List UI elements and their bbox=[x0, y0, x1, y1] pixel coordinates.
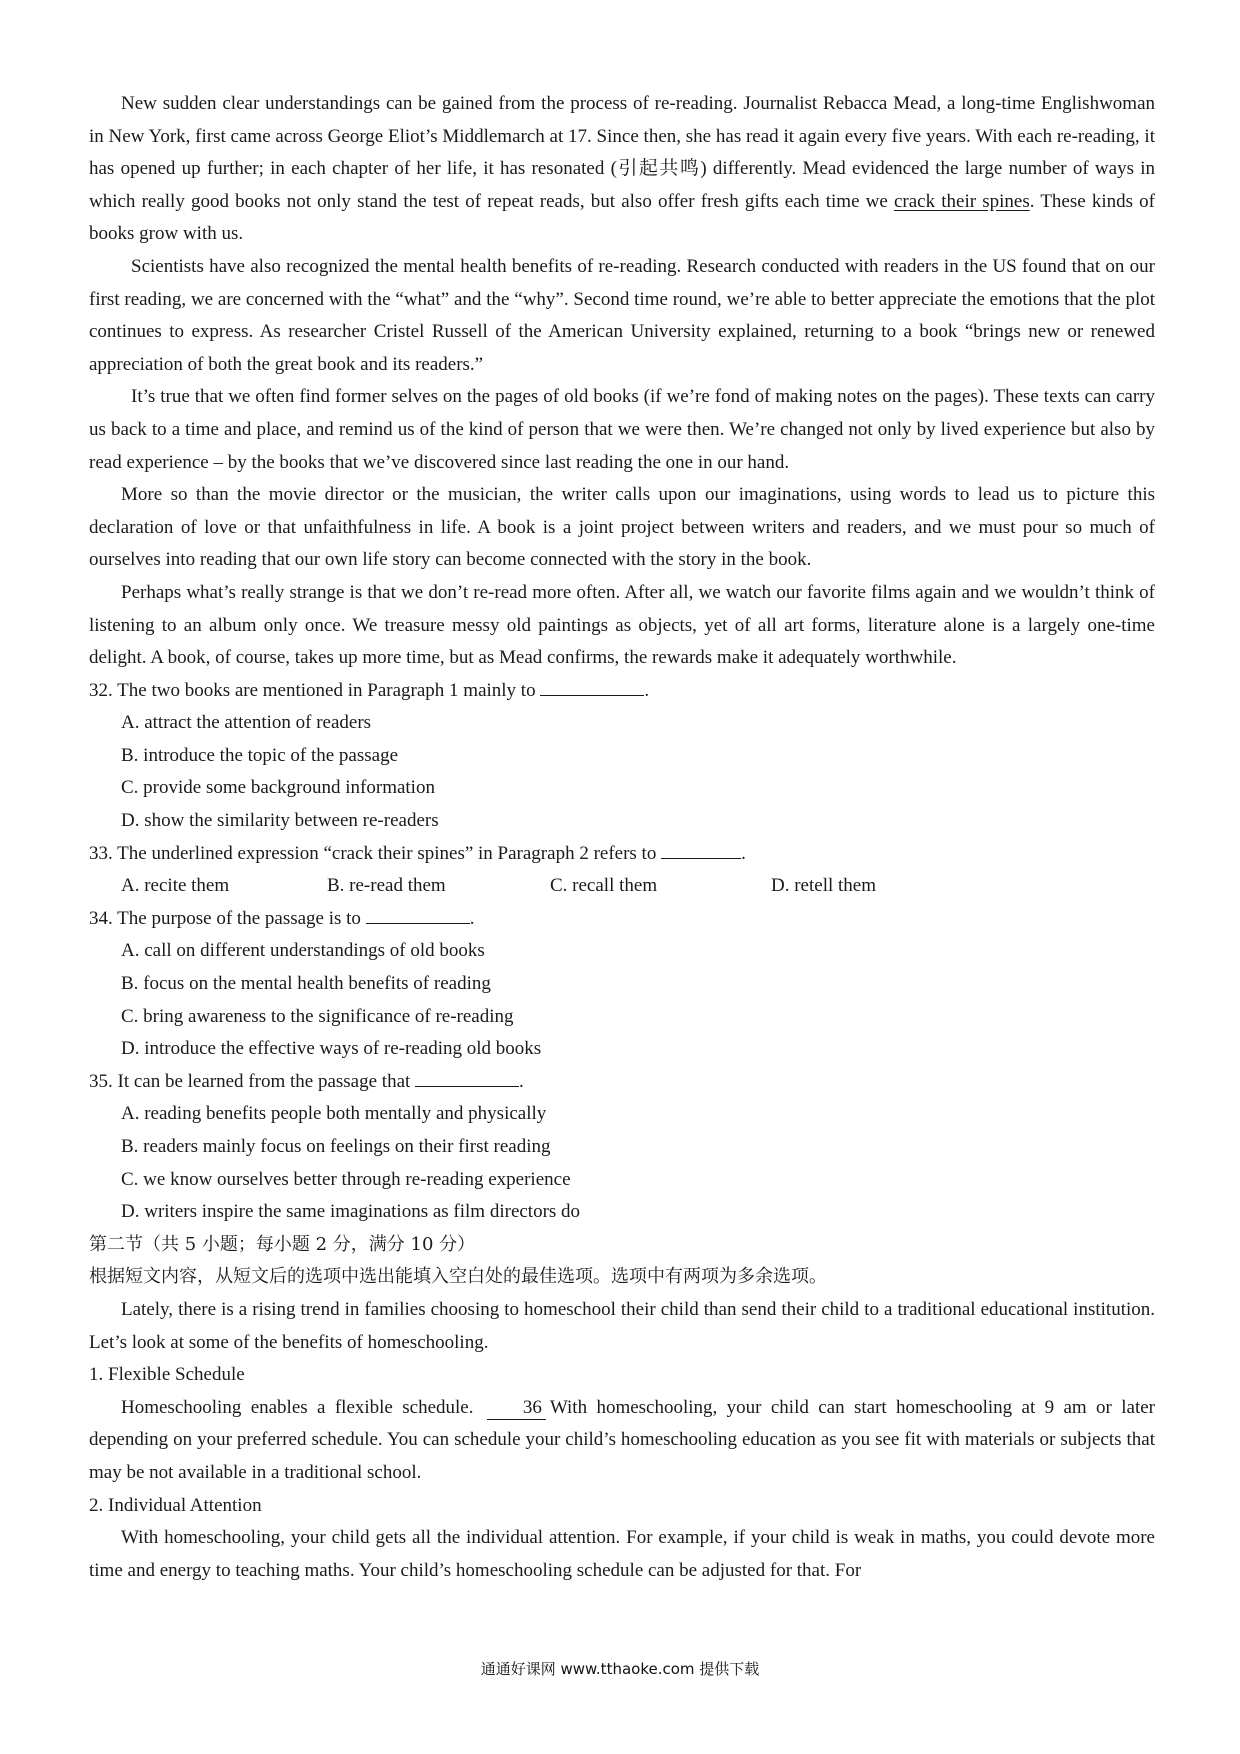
paragraph-1-text: New sudden clear understandings can be gained from the process of re-reading. Journalist Rebacca Mead, a long-time Englishwoman in New York, first came across George Eliot’s Middlemarch at 17. Since then, she has read it again every five years. With each re-reading, it has opened up further; in each chapter of her life, it has resonated (引起共鸣) differently. Mead evidenced the large number of ways in which really good books not only stand the test of repeat reads, but also offer fresh gifts each time we bbox=[89, 93, 1155, 212]
section-2-heading: 第二节（共 5 小题；每小题 2 分，满分 10 分） bbox=[89, 1233, 476, 1255]
question-stem bbox=[89, 1066, 1155, 1099]
flexible-schedule-paragraph bbox=[89, 1392, 1155, 1490]
option-a: A. reading benefits people both mentally and physically bbox=[121, 1103, 547, 1125]
passage-paragraph-3: It’s true that we often find former selves on the pages of old books (if we’re fond of making notes on the pages). These texts can carry us back to a time and place, and remind us of the kind of person that we were then. We’re changed not only by lived experience but also by read experience – by the books that we’ve discovered since last reading the one in our hand. bbox=[89, 386, 1155, 473]
page-footer: 通通好课网 www.tthaoke.com 提供下载 bbox=[480, 1660, 760, 1678]
question-stem-text: 35. It can be learned from the passage that bbox=[89, 1070, 416, 1092]
option-d: D. show the similarity between re-readers bbox=[121, 810, 439, 832]
passage-paragraph-1 bbox=[89, 88, 1155, 251]
section-2-instruction: 根据短文内容，从短文后的选项中选出能填入空白处的最佳选项。选项中有两项为多余选项。 bbox=[89, 1266, 827, 1288]
answer-blank bbox=[540, 675, 644, 696]
question-34 bbox=[89, 903, 1155, 1066]
option-c: C. bring awareness to the significance of re-reading bbox=[121, 1005, 514, 1027]
passage-paragraph-5: Perhaps what’s really strange is that we don’t re-read more often. After all, we watch our favorite films again and we wouldn’t think of listening to an album only once. We treasure messy old paintings as objects, yet of all art forms, literature alone is a largely one-time delight. A book, of course, takes up more time, but as Mead confirms, the rewards make it adequately worthwhile. bbox=[89, 581, 1155, 669]
stem-end: . bbox=[644, 679, 650, 701]
underlined-expression: crack their spines bbox=[893, 190, 1030, 212]
question-stem bbox=[89, 838, 1155, 871]
options-row bbox=[121, 870, 1155, 903]
answer-blank bbox=[661, 838, 741, 859]
question-stem bbox=[89, 675, 1155, 708]
question-stem-text: 33. The underlined expression “crack their spines” in Paragraph 2 refers to bbox=[89, 842, 662, 864]
section-2-intro: Lately, there is a rising trend in families choosing to homeschool their child than send their child to a traditional educational institution. Let’s look at some of the benefits of homeschooling. bbox=[89, 1298, 1155, 1353]
option-a: A. call on different understandings of old books bbox=[121, 940, 485, 962]
option-c: C. we know ourselves better through re-reading experience bbox=[121, 1168, 571, 1190]
option-d: D. writers inspire the same imaginations as film directors do bbox=[121, 1201, 581, 1223]
question-stem-text: 32. The two books are mentioned in Paragraph 1 mainly to bbox=[89, 679, 541, 701]
flexible-schedule-text: Homeschooling enables a flexible schedule. bbox=[121, 1396, 483, 1418]
gap-36: 36 bbox=[487, 1397, 546, 1420]
flexible-schedule-text-cont: With homeschooling, your child can start homeschooling at 9 am or later depending on your preferred schedule. You can schedule your child’s homeschooling education as you see fit with materials or subjects that may be not available in a traditional school. bbox=[89, 1396, 1155, 1483]
question-35 bbox=[89, 1066, 1155, 1229]
stem-end: . bbox=[469, 907, 475, 929]
option-d: D. retell them bbox=[771, 875, 876, 897]
passage-paragraph-2: Scientists have also recognized the mental health benefits of re-reading. Research conducted with readers in the US found that on our first reading, we are concerned with the “what” and the “why”. Second time round, we’re able to better appreciate the emotions that the plot continues to express. As researcher Cristel Russell of the American University explained, returning to a book “brings new or renewed appreciation of both the great book and its readers.” bbox=[89, 255, 1155, 375]
subheading-flexible-schedule: 1. Flexible Schedule bbox=[89, 1364, 245, 1386]
subheading-individual-attention: 2. Individual Attention bbox=[89, 1494, 262, 1516]
option-b: B. readers mainly focus on feelings on their first reading bbox=[121, 1136, 551, 1157]
option-a: A. recite them bbox=[121, 875, 230, 897]
option-c: C. recall them bbox=[550, 875, 658, 897]
option-b: B. re-read them bbox=[327, 875, 446, 897]
stem-end: . bbox=[519, 1070, 524, 1092]
option-a: A. attract the attention of readers bbox=[121, 712, 372, 734]
option-d: D. introduce the effective ways of re-reading old books bbox=[121, 1038, 542, 1060]
question-32 bbox=[89, 675, 1155, 838]
question-33 bbox=[89, 838, 1155, 903]
option-b: B. introduce the topic of the passage bbox=[121, 744, 399, 766]
option-b: B. focus on the mental health benefits of reading bbox=[121, 973, 491, 995]
stem-end: . bbox=[741, 842, 746, 864]
question-stem bbox=[89, 903, 1155, 936]
option-c: C. provide some background information bbox=[121, 777, 435, 799]
answer-blank bbox=[415, 1066, 519, 1087]
paragraph-1-end: . These kinds of books grow with us. bbox=[89, 190, 1155, 245]
answer-blank bbox=[366, 903, 470, 924]
individual-attention-paragraph: With homeschooling, your child gets all the individual attention. For example, if your child is weak in maths, you could devote more time and energy to teaching maths. Your child’s homeschooling schedule can be adjusted for that. For bbox=[89, 1527, 1155, 1581]
page-content bbox=[89, 88, 1155, 1587]
question-stem-text: 34. The purpose of the passage is to bbox=[89, 907, 366, 929]
passage-paragraph-4: More so than the movie director or the musician, the writer calls upon our imaginations, using words to lead us to picture this declaration of love or that unfaithfulness in life. A book is a joint project between writers and readers, and we must pour so much of ourselves into reading that our own life story can become connected with the story in the book. bbox=[89, 484, 1155, 571]
